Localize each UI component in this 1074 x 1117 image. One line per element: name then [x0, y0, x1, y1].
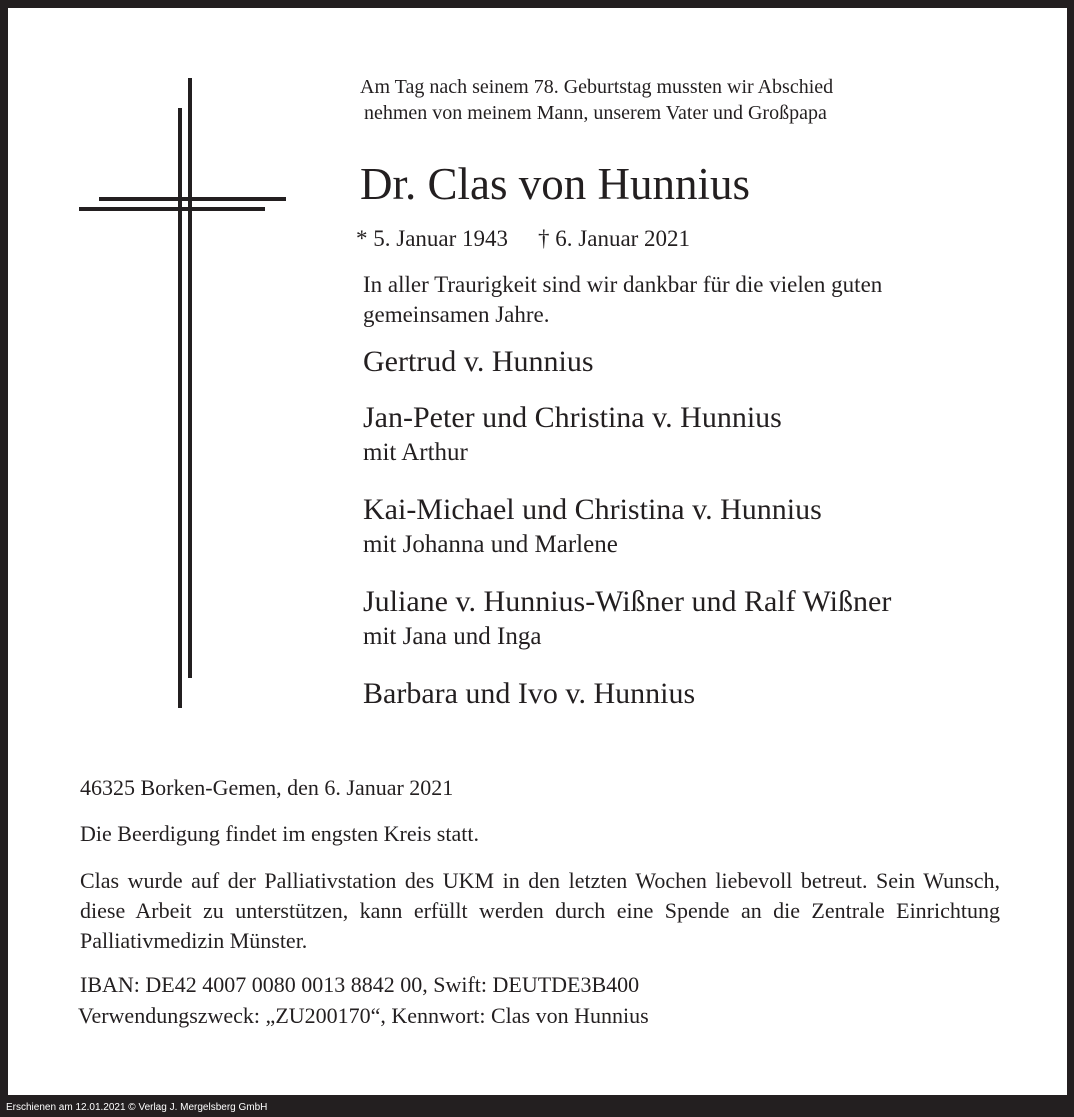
intro-line: Am Tag nach seinem 78. Geburtstag mussten wir Abschied: [360, 76, 834, 98]
family-name: Juliane v. Hunnius-Wißner und Ralf Wißner: [363, 585, 892, 618]
family-name: Jan-Peter und Christina v. Hunnius: [363, 401, 782, 434]
family-name: Kai-Michael und Christina v. Hunnius: [363, 493, 822, 526]
iban-line: IBAN: DE42 4007 0080 0013 8842 00, Swift: DEUTDE3B400: [80, 972, 640, 997]
life-dates: [356, 224, 690, 254]
donation-appeal: Clas wurde auf der Palliativstation des UKM in den letzten Wochen liebevoll betreut. Sein Wunsch, diese Arbeit zu unterstützen, kann erfüllt werden durch eine Spende an die Zentrale Einrichtung Palliativmedizin Münster.: [80, 868, 1000, 953]
family-entry: [363, 584, 891, 654]
family-name: Barbara und Ivo v. Hunnius: [363, 677, 696, 710]
family-children: mit Johanna und Marlene: [363, 531, 618, 558]
gratitude-line: In aller Traurigkeit sind wir dankbar für die vielen guten: [363, 272, 883, 297]
funeral-note: Die Beerdigung findet im engsten Kreis statt.: [80, 821, 479, 846]
death-date: † 6. Januar 2021: [538, 226, 691, 251]
obituary-notice: [8, 8, 1067, 1095]
family-children: mit Jana und Inga: [363, 623, 542, 650]
family-entry: [363, 492, 822, 562]
family-name: Gertrud v. Hunnius: [363, 345, 594, 378]
family-entry: [363, 400, 782, 470]
publication-footer: Erschienen am 12.01.2021 © Verlag J. Mergelsberg GmbH: [6, 1102, 268, 1113]
birth-date: * 5. Januar 1943: [356, 226, 509, 251]
family-entry: [363, 676, 695, 712]
family-entry: [363, 344, 594, 380]
deceased-name: Dr. Clas von Hunnius: [360, 159, 751, 209]
reference-line: Verwendungszweck: „ZU200170“, Kennwort: Clas von Hunnius: [78, 1003, 649, 1028]
intro-line: nehmen von meinem Mann, unserem Vater und Großpapa: [364, 102, 827, 124]
gratitude-line: gemeinsamen Jahre.: [363, 302, 550, 327]
gratitude-text: [363, 270, 882, 330]
intro-text: [360, 74, 833, 126]
family-children: mit Arthur: [363, 439, 468, 466]
place-date: 46325 Borken-Gemen, den 6. Januar 2021: [80, 775, 454, 800]
